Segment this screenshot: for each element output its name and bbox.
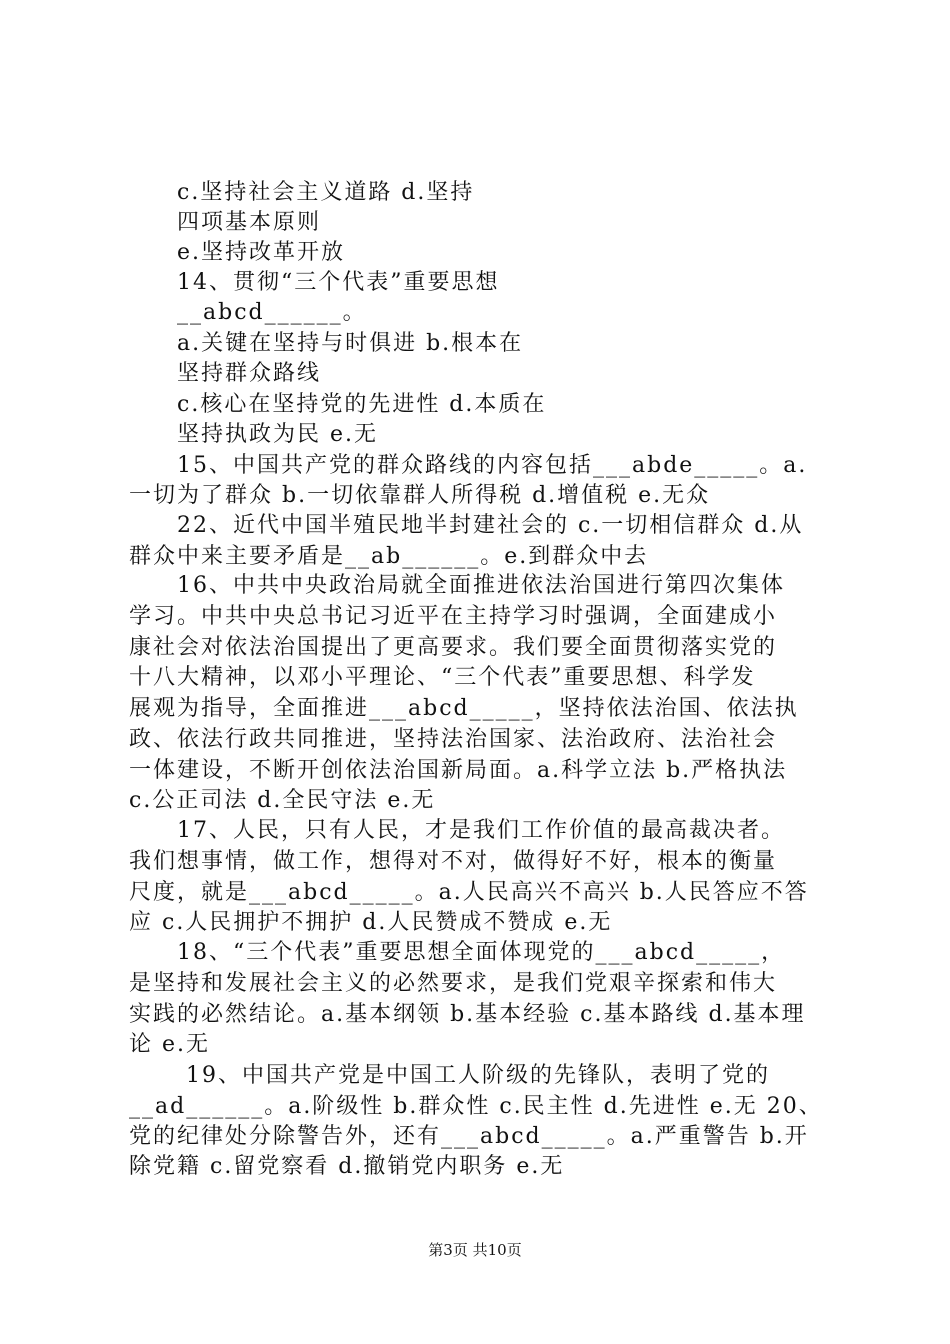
text-line: 17、人民，只有人民，才是我们工作价值的最高裁决者。 xyxy=(177,818,785,843)
text-line: __abcd______。 xyxy=(177,300,367,325)
text-line: 尺度，就是___abcd_____。a.人民高兴不高兴 b.人民答应不答 xyxy=(129,880,809,905)
text-line: 15、中国共产党的群众路线的内容包括___abde_____。a. xyxy=(177,453,808,478)
text-line: 实践的必然结论。a.基本纲领 b.基本经验 c.基本路线 d.基本理 xyxy=(129,1002,806,1027)
text-line: 康社会对依法治国提出了更高要求。我们要全面贯彻落实党的 xyxy=(129,635,778,660)
text-line: 坚持群众路线 xyxy=(177,361,322,386)
text-line: a.关键在坚持与时俱进 b.根本在 xyxy=(177,331,524,356)
text-line: 一切为了群众 b.一切依靠群人所得税 d.增值税 e.无众 xyxy=(129,483,711,508)
text-line: c.坚持社会主义道路 d.坚持 xyxy=(177,180,475,205)
text-line: 展观为指导，全面推进___abcd_____，坚持依法治国、依法执 xyxy=(129,696,799,721)
text-line: 18、“三个代表”重要思想全面体现党的___abcd_____， xyxy=(177,940,786,965)
text-line: 除党籍 c.留党察看 d.撤销党内职务 e.无 xyxy=(129,1154,565,1179)
text-line: 群众中来主要矛盾是__ab______。e.到群众中去 xyxy=(129,544,649,569)
text-line: 政、依法行政共同推进，坚持法治国家、法治政府、法治社会 xyxy=(129,727,778,752)
text-line: __ad______。a.阶级性 b.群众性 c.民主性 d.先进性 e.无 20、 xyxy=(129,1094,823,1119)
text-line: 十八大精神，以邓小平理论、“三个代表”重要思想、科学发 xyxy=(129,665,756,690)
text-line: c.核心在坚持党的先进性 d.本质在 xyxy=(177,392,547,417)
text-line: 四项基本原则 xyxy=(177,210,322,235)
text-line: 党的纪律处分除警告外，还有___abcd_____。a.严重警告 b.开 xyxy=(129,1124,809,1149)
text-line: c.公正司法 d.全民守法 e.无 xyxy=(129,788,436,813)
text-line: 22、近代中国半殖民地半封建社会的 c.一切相信群众 d.从 xyxy=(177,513,804,538)
text-line: 是坚持和发展社会主义的必然要求，是我们党艰辛探索和伟大 xyxy=(129,971,778,996)
text-line: 一体建设，不断开创依法治国新局面。a.科学立法 b.严格执法 xyxy=(129,758,788,783)
text-line: 19、中国共产党是中国工人阶级的先锋队，表明了党的 xyxy=(186,1063,770,1088)
page-number-footer: 第3页 共10页 xyxy=(428,1241,522,1259)
text-line: 坚持执政为民 e.无 xyxy=(177,422,379,447)
text-line: 16、中共中央政治局就全面推进依法治国进行第四次集体 xyxy=(177,573,785,598)
text-line: e.坚持改革开放 xyxy=(177,240,346,265)
text-line: 14、贯彻“三个代表”重要思想 xyxy=(177,270,500,295)
text-line: 学习。中共中央总书记习近平在主持学习时强调，全面建成小 xyxy=(129,604,778,629)
text-line: 论 e.无 xyxy=(129,1032,211,1057)
text-line: 我们想事情，做工作，想得对不对，做得好不好，根本的衡量 xyxy=(129,849,778,874)
text-line: 应 c.人民拥护不拥护 d.人民赞成不赞成 e.无 xyxy=(129,910,613,935)
